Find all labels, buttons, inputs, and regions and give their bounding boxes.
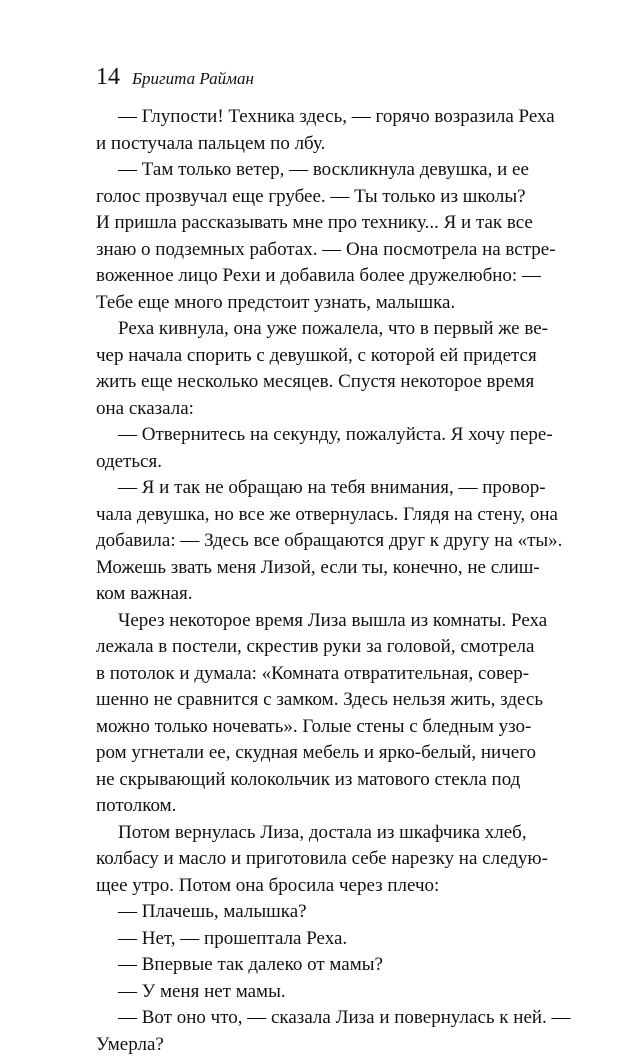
- text-line: воженное лицо Рехи и добавила более дружелюбно: —: [96, 263, 520, 290]
- text-line: Тебе еще много предстоит узнать, малышка.: [96, 290, 520, 317]
- body-text: [96, 104, 520, 1058]
- text-line: ром угнетали ее, скудная мебель и ярко-белый, ничего: [96, 740, 520, 767]
- text-line: знаю о подземных работах. — Она посмотрела на встре-: [96, 237, 520, 264]
- text-line: и постучала пальцем по лбу.: [96, 131, 520, 158]
- page-number: 14: [96, 64, 120, 91]
- text-line: не скрывающий колокольчик из матового стекла под: [96, 767, 520, 794]
- text-line: Умерла?: [96, 1032, 520, 1058]
- text-line: И пришла рассказывать мне про технику... Я и так все: [96, 210, 520, 237]
- text-line: — Впервые так далеко от мамы?: [96, 952, 520, 979]
- text-line: — Нет, — прошептала Реха.: [96, 926, 520, 953]
- text-line: — Я и так не обращаю на тебя внимания, — провор-: [96, 475, 520, 502]
- text-line: одеться.: [96, 449, 520, 476]
- text-line: можно только ночевать». Голые стены с бледным узо-: [96, 714, 520, 741]
- text-line: колбасу и масло и приготовила себе нарезку на следую-: [96, 846, 520, 873]
- text-line: Можешь звать меня Лизой, если ты, конечно, не слиш-: [96, 555, 520, 582]
- text-line: Потом вернулась Лиза, достала из шкафчика хлеб,: [96, 820, 520, 847]
- text-line: жить еще несколько месяцев. Спустя некоторое время: [96, 369, 520, 396]
- text-line: шенно не сравнится с замком. Здесь нельзя жить, здесь: [96, 687, 520, 714]
- text-line: лежала в постели, скрестив руки за головой, смотрела: [96, 634, 520, 661]
- text-line: в потолок и думала: «Комната отвратительная, совер-: [96, 661, 520, 688]
- text-line: — Там только ветер, — воскликнула девушка, и ее: [96, 157, 520, 184]
- text-line: Через некоторое время Лиза вышла из комнаты. Реха: [96, 608, 520, 635]
- text-line: — Глупости! Техника здесь, — горячо возразила Реха: [96, 104, 520, 131]
- text-line: она сказала:: [96, 396, 520, 423]
- text-line: — У меня нет мамы.: [96, 979, 520, 1006]
- text-line: ком важная.: [96, 581, 520, 608]
- text-line: чер начала спорить с девушкой, с которой ей придется: [96, 343, 520, 370]
- text-line: — Отвернитесь на секунду, пожалуйста. Я хочу пере-: [96, 422, 520, 449]
- text-line: — Плачешь, малышка?: [96, 899, 520, 926]
- text-line: голос прозвучал еще грубее. — Ты только из школы?: [96, 184, 520, 211]
- text-line: чала девушка, но все же отвернулась. Глядя на стену, она: [96, 502, 520, 529]
- text-line: щее утро. Потом она бросила через плечо:: [96, 873, 520, 900]
- text-line: Реха кивнула, она уже пожалела, что в первый же ве-: [96, 316, 520, 343]
- text-line: потолком.: [96, 793, 520, 820]
- running-head: [96, 64, 254, 91]
- text-line: добавила: — Здесь все обращаются друг к другу на «ты».: [96, 528, 520, 555]
- text-line: — Вот оно что, — сказала Лиза и повернулась к ней. —: [96, 1005, 520, 1032]
- running-title: Бригита Райман: [132, 69, 254, 89]
